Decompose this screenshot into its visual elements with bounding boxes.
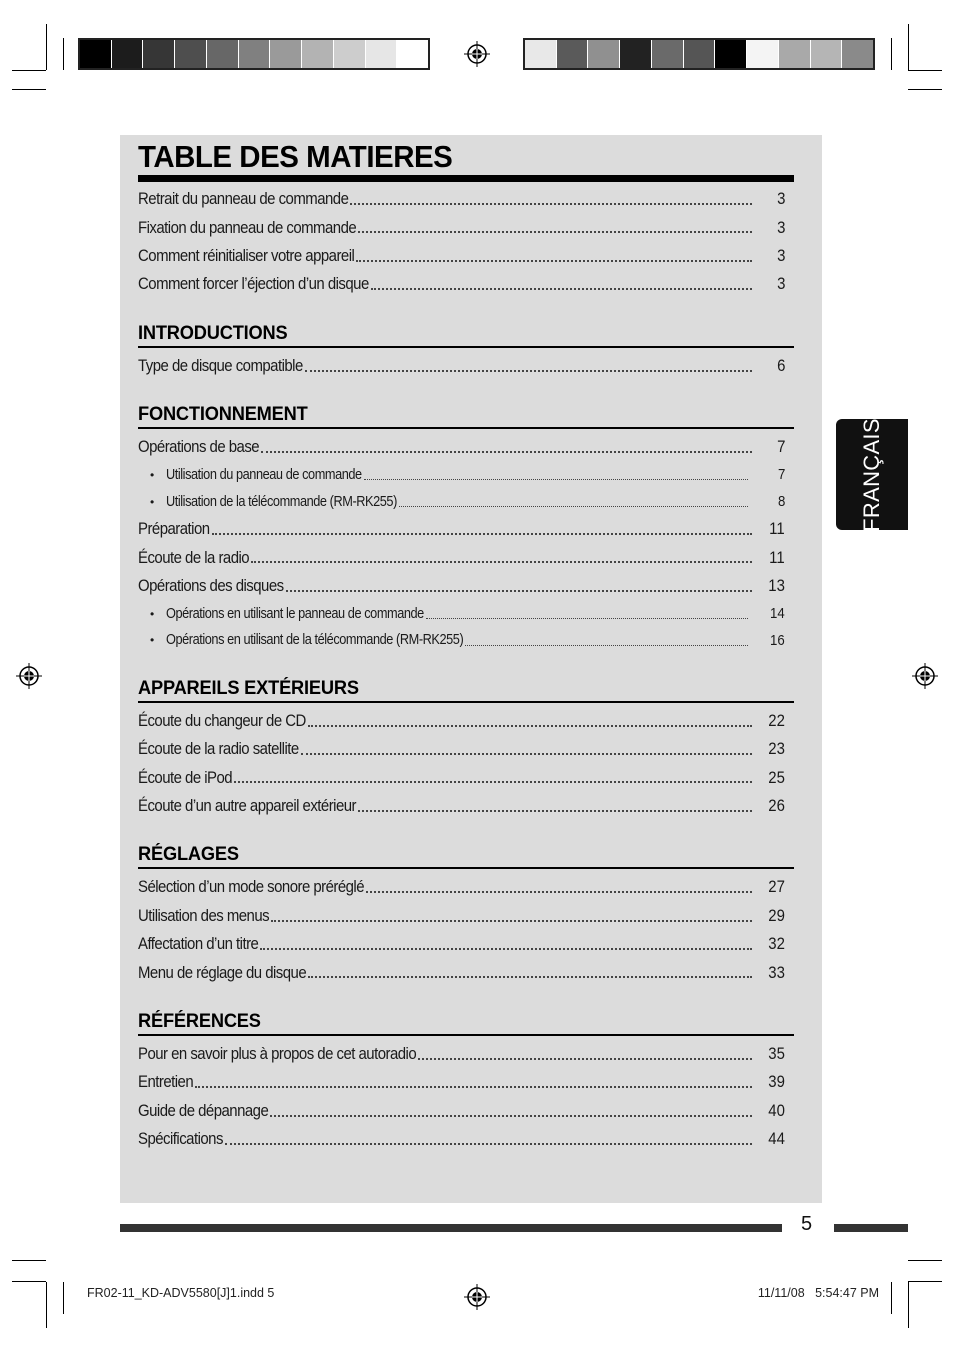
section-rule xyxy=(138,1034,794,1036)
toc-subentry xyxy=(138,461,794,488)
toc-entry xyxy=(138,213,794,241)
toc-entry-page: 44 xyxy=(768,1129,785,1149)
toc-entry-page: 13 xyxy=(768,575,785,595)
toc-entry-page: 23 xyxy=(768,739,785,759)
toc-entry-page: 7 xyxy=(777,466,785,484)
dot-leader xyxy=(358,800,752,812)
toc-entry-label: Utilisation des menus xyxy=(138,905,270,925)
toc-subentry xyxy=(138,600,794,627)
dot-leader xyxy=(305,360,752,372)
toc-entry xyxy=(138,352,794,380)
toc-entry-page: 35 xyxy=(768,1044,785,1064)
toc-entry xyxy=(138,763,794,791)
toc-entry-label: Écoute de la radio satellite xyxy=(138,739,299,759)
toc-entry-label: Spécifications xyxy=(138,1129,223,1149)
color-calibration-bar-left xyxy=(78,38,430,70)
toc-entry-label: Écoute de la radio xyxy=(138,547,250,567)
toc-entry xyxy=(138,1097,794,1125)
registration-mark-icon xyxy=(16,663,42,689)
dot-leader xyxy=(225,1133,752,1145)
dot-leader xyxy=(270,1105,752,1117)
toc-entry xyxy=(138,185,794,213)
color-swatch xyxy=(301,40,333,68)
toc-panel xyxy=(120,135,822,1203)
section-heading: RÉFÉRENCES xyxy=(138,1010,261,1032)
toc-entry xyxy=(138,543,794,571)
section-heading: INTRODUCTIONS xyxy=(138,322,288,344)
section-header xyxy=(138,299,794,348)
dot-leader xyxy=(234,771,752,783)
color-swatch xyxy=(651,40,683,68)
toc-entry-page: 26 xyxy=(768,796,785,816)
dot-leader xyxy=(358,221,752,233)
dot-leader xyxy=(356,250,752,262)
bullet-icon: • xyxy=(150,494,155,509)
color-swatch xyxy=(778,40,810,68)
dot-leader xyxy=(271,910,752,922)
dot-leader xyxy=(301,743,752,755)
toc-entry-label: Sélection d’un mode sonore préréglé xyxy=(138,877,365,897)
color-swatch xyxy=(333,40,365,68)
toc-entry-page: 3 xyxy=(776,189,785,209)
toc-entry xyxy=(138,242,794,270)
toc-entry-page: 32 xyxy=(768,934,785,954)
color-swatch xyxy=(587,40,619,68)
color-calibration-bar-right xyxy=(523,38,875,70)
toc-entry-label: Type de disque compatible xyxy=(138,355,303,375)
color-swatch xyxy=(80,40,111,68)
dot-leader xyxy=(308,715,752,727)
color-swatch xyxy=(619,40,651,68)
footer-rule-left xyxy=(120,1224,782,1232)
color-swatch xyxy=(206,40,238,68)
toc-entry-label: Fixation du panneau de commande xyxy=(138,217,357,237)
language-tab xyxy=(836,419,908,530)
page-title: TABLE DES MATIERES xyxy=(138,139,453,174)
toc-entry-label: Préparation xyxy=(138,519,210,539)
dot-leader xyxy=(426,607,748,619)
toc-entry-page: 33 xyxy=(768,962,785,982)
toc-entry-page: 3 xyxy=(776,274,785,294)
toc-entry xyxy=(138,572,794,600)
color-swatch xyxy=(269,40,301,68)
section-rule xyxy=(138,427,794,429)
dot-leader xyxy=(364,468,748,480)
toc-entry xyxy=(138,902,794,930)
toc-entry-page: 11 xyxy=(769,519,785,539)
toc-entry xyxy=(138,930,794,958)
dot-leader xyxy=(212,523,752,535)
dot-leader xyxy=(371,278,752,290)
dot-leader xyxy=(465,634,748,646)
toc-entry xyxy=(138,515,794,543)
toc-entry-page: 27 xyxy=(768,877,785,897)
toc-entry-label: Comment réinitialiser votre appareil xyxy=(138,245,355,265)
color-swatch xyxy=(142,40,174,68)
section-rule xyxy=(138,867,794,869)
registration-mark-icon xyxy=(912,663,938,689)
toc-entry-label: Écoute du changeur de CD xyxy=(138,710,306,730)
color-swatch xyxy=(365,40,397,68)
registration-mark-icon xyxy=(464,1284,490,1310)
toc-entry-page: 22 xyxy=(768,710,785,730)
toc-entry xyxy=(138,873,794,901)
toc-entry-page: 14 xyxy=(770,605,785,622)
section-heading: RÉGLAGES xyxy=(138,844,239,866)
toc-entry-label: Comment forcer l’éjection d’un disque xyxy=(138,274,369,294)
table-of-contents xyxy=(138,185,794,1153)
language-tab-label: FRANÇAIS xyxy=(859,417,884,532)
print-slug-filename: FR02-11_KD-ADV5580[J]1.indd 5 xyxy=(87,1286,275,1300)
toc-entry xyxy=(138,792,794,820)
toc-entry-label: Guide de dépannage xyxy=(138,1100,269,1120)
toc-entry-page: 3 xyxy=(776,245,785,265)
section-header xyxy=(138,820,794,869)
toc-entry-label: Opérations de base xyxy=(138,437,260,457)
toc-entry xyxy=(138,433,794,461)
toc-entry-page: 11 xyxy=(769,547,785,567)
toc-entry xyxy=(138,958,794,986)
toc-entry xyxy=(138,1040,794,1068)
color-swatch xyxy=(683,40,715,68)
toc-entry-label: Utilisation de la télécommande (RM-RK255) xyxy=(166,493,397,510)
dot-leader xyxy=(350,193,752,205)
toc-entry-page: 40 xyxy=(768,1100,785,1120)
dot-leader xyxy=(308,966,752,978)
bullet-icon: • xyxy=(150,467,155,482)
dot-leader xyxy=(418,1048,752,1060)
toc-entry-label: Menu de réglage du disque xyxy=(138,962,307,982)
section-header xyxy=(138,380,794,429)
color-swatch xyxy=(810,40,842,68)
toc-entry xyxy=(138,735,794,763)
dot-leader xyxy=(261,441,752,453)
color-swatch xyxy=(841,40,873,68)
toc-subentry xyxy=(138,627,794,654)
section-rule xyxy=(138,701,794,703)
color-swatch xyxy=(238,40,270,68)
toc-entry-label: Écoute d’un autre appareil extérieur xyxy=(138,796,357,816)
toc-entry xyxy=(138,707,794,735)
toc-entry-page: 7 xyxy=(776,437,785,457)
title-rule xyxy=(138,175,794,182)
bullet-icon: • xyxy=(150,633,155,648)
section-heading: APPAREILS EXTÉRIEURS xyxy=(138,677,359,699)
toc-entry-page: 29 xyxy=(768,905,785,925)
section-heading: FONCTIONNEMENT xyxy=(138,403,308,425)
toc-entry xyxy=(138,270,794,298)
toc-entry-label: Opérations des disques xyxy=(138,575,284,595)
toc-subentry xyxy=(138,488,794,515)
toc-entry-label: Pour en savoir plus à propos de cet autoradio xyxy=(138,1044,417,1064)
footer-rule-right xyxy=(834,1224,908,1232)
toc-entry-label: Entretien xyxy=(138,1072,194,1092)
toc-entry-label: Opérations en utilisant le panneau de commande xyxy=(166,605,424,622)
dot-leader xyxy=(260,938,752,950)
registration-mark-icon xyxy=(464,41,490,67)
section-header xyxy=(138,654,794,703)
bullet-icon: • xyxy=(150,606,155,621)
toc-entry-page: 39 xyxy=(768,1072,785,1092)
toc-entry-page: 25 xyxy=(768,767,785,787)
toc-entry-label: Utilisation du panneau de commande xyxy=(166,466,362,483)
color-swatch xyxy=(396,40,428,68)
toc-entry xyxy=(138,1125,794,1153)
dot-leader xyxy=(251,551,752,563)
section-header xyxy=(138,987,794,1036)
section-rule xyxy=(138,346,794,348)
dot-leader xyxy=(399,495,748,507)
toc-entry-page: 16 xyxy=(770,631,785,649)
toc-entry-page: 3 xyxy=(776,217,785,237)
color-swatch xyxy=(714,40,746,68)
toc-entry-page: 6 xyxy=(776,355,785,375)
color-swatch xyxy=(111,40,143,68)
toc-entry-page: 8 xyxy=(777,493,785,511)
toc-entry-label: Affectation d’un titre xyxy=(138,934,259,954)
toc-entry-label: Retrait du panneau de commande xyxy=(138,189,349,209)
toc-entry xyxy=(138,1068,794,1096)
dot-leader xyxy=(195,1076,752,1088)
dot-leader xyxy=(286,580,752,592)
print-slug-datetime: 11/11/08 5:54:47 PM xyxy=(757,1286,879,1300)
color-swatch xyxy=(746,40,778,68)
color-swatch xyxy=(525,40,556,68)
color-swatch xyxy=(174,40,206,68)
toc-entry-label: Écoute de iPod xyxy=(138,767,233,787)
dot-leader xyxy=(366,881,752,893)
color-swatch xyxy=(556,40,588,68)
toc-entry-label: Opérations en utilisant de la télécommande (RM-RK255) xyxy=(166,632,464,649)
page-number: 5 xyxy=(801,1213,813,1235)
